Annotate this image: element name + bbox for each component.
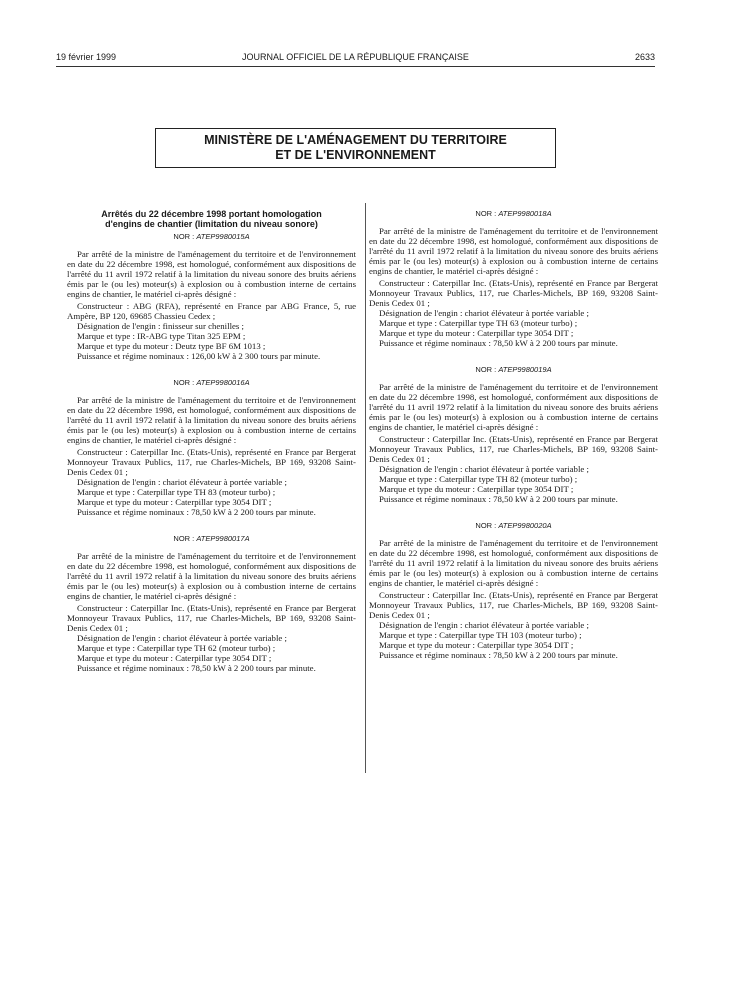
- entry-marque: Marque et type : Caterpillar type TH 83 (moteur turbo) ;: [77, 487, 276, 497]
- nor-label: NOR :: [475, 365, 497, 374]
- entry-marque: Marque et type : IR-ABG type Titan 325 EPM ;: [77, 331, 246, 341]
- nor-code: ATEP9980019A: [498, 365, 552, 374]
- decree-entry: [369, 521, 658, 660]
- entry-designation: Désignation de l'engin : chariot élévateur à portée variable ;: [379, 308, 589, 318]
- decree-entry: [67, 232, 356, 361]
- decree-title-line-1: Arrêtés du 22 décembre 1998 portant homologation: [101, 209, 322, 219]
- ministry-title-line-2: ET DE L'ENVIRONNEMENT: [275, 148, 436, 162]
- entry-constructeur: Constructeur : Caterpillar Inc. (Etats-Unis), représenté en France par Bergerat Monnoyeur Travaux Publics, 117, rue Charles-Michels, BP 169, 93208 Saint-Denis Cedex 01 ;: [369, 278, 658, 308]
- entry-moteur: Marque et type du moteur : Caterpillar type 3054 DIT ;: [379, 484, 574, 494]
- entry-designation: Désignation de l'engin : chariot élévateur à portée variable ;: [379, 464, 589, 474]
- entry-marque: Marque et type : Caterpillar type TH 62 (moteur turbo) ;: [77, 643, 276, 653]
- entry-puissance: Puissance et régime nominaux : 78,50 kW à 2 200 tours par minute.: [379, 650, 618, 660]
- ministry-title-line-1: MINISTÈRE DE L'AMÉNAGEMENT DU TERRITOIRE: [204, 133, 507, 147]
- decree-entry: [369, 365, 658, 504]
- entry-moteur: Marque et type du moteur : Deutz type BF 6M 1013 ;: [77, 341, 266, 351]
- nor-reference: [369, 365, 658, 375]
- entry-moteur: Marque et type du moteur : Caterpillar type 3054 DIT ;: [379, 640, 574, 650]
- entry-intro: Par arrêté de la ministre de l'aménagement du territoire et de l'environnement en date du 22 décembre 1998, est homologué, conformément aux dispositions de l'arrêté du 11 avril 1972 relatif à la limitation du niveau sonore des bruits aériens émis par le (ou les) moteur(s) à explosion ou à combustion interne de certains engins de chantier, le matériel ci-après désigné :: [67, 395, 356, 445]
- nor-label: NOR :: [173, 232, 195, 241]
- entry-designation: Désignation de l'engin : chariot élévateur à portée variable ;: [379, 620, 589, 630]
- nor-reference: [67, 232, 356, 242]
- entry-intro: Par arrêté de la ministre de l'aménagement du territoire et de l'environnement en date du 22 décembre 1998, est homologué, conformément aux dispositions de l'arrêté du 11 avril 1972 relatif à la limitation du niveau sonore des bruits aériens émis par le (ou les) moteur(s) à explosion ou à combustion interne de certains engins de chantier, le matériel ci-après désigné :: [369, 382, 658, 432]
- decree-title: [71, 209, 352, 229]
- ministry-title-box: [155, 128, 556, 168]
- nor-reference: [67, 534, 356, 544]
- header-date: 19 février 1999: [56, 52, 117, 62]
- nor-label: NOR :: [173, 534, 195, 543]
- entry-intro: Par arrêté de la ministre de l'aménagement du territoire et de l'environnement en date du 22 décembre 1998, est homologué, conformément aux dispositions de l'arrêté du 11 avril 1972 relatif à la limitation du niveau sonore des bruits aériens émis par le (ou les) moteur(s) à explosion ou à combustion interne de certains engins de chantier, le matériel ci-après désigné :: [67, 551, 356, 601]
- nor-label: NOR :: [475, 209, 497, 218]
- nor-code: ATEP9980017A: [196, 534, 250, 543]
- nor-reference: [369, 209, 658, 219]
- header-rule: [56, 66, 655, 67]
- nor-label: NOR :: [475, 521, 497, 530]
- entry-constructeur: Constructeur : Caterpillar Inc. (Etats-Unis), représenté en France par Bergerat Monnoyeur Travaux Publics, 117, rue Charles-Michels, BP 169, 93208 Saint-Denis Cedex 01 ;: [369, 434, 658, 464]
- nor-code: ATEP9980020A: [498, 521, 552, 530]
- entry-intro: Par arrêté de la ministre de l'aménagement du territoire et de l'environnement en date du 22 décembre 1998, est homologué, conformément aux dispositions de l'arrêté du 11 avril 1972 relatif à la limitation du niveau sonore des bruits aériens émis par le (ou les) moteur(s) à explosion ou à combustion interne de certains engins de chantier, le matériel ci-après désigné :: [369, 538, 658, 588]
- header-journal-title: JOURNAL OFFICIEL DE LA RÉPUBLIQUE FRANÇAISE: [242, 52, 469, 62]
- entry-marque: Marque et type : Caterpillar type TH 82 (moteur turbo) ;: [379, 474, 578, 484]
- column-divider: [365, 203, 366, 773]
- entry-marque: Marque et type : Caterpillar type TH 103 (moteur turbo) ;: [379, 630, 582, 640]
- nor-label: NOR :: [173, 378, 195, 387]
- entry-moteur: Marque et type du moteur : Caterpillar type 3054 DIT ;: [379, 328, 574, 338]
- entry-puissance: Puissance et régime nominaux : 78,50 kW à 2 200 tours par minute.: [379, 494, 618, 504]
- entry-puissance: Puissance et régime nominaux : 78,50 kW à 2 200 tours par minute.: [379, 338, 618, 348]
- right-column: [369, 209, 658, 677]
- entry-intro: Par arrêté de la ministre de l'aménagement du territoire et de l'environnement en date du 22 décembre 1998, est homologué, conformément aux dispositions de l'arrêté du 11 avril 1972 relatif à la limitation du niveau sonore des bruits aériens émis par le (ou les) moteur(s) à explosion ou à combustion interne de certains engins de chantier, le matériel ci-après désigné :: [369, 226, 658, 276]
- left-column: [67, 209, 356, 690]
- nor-code: ATEP9980016A: [196, 378, 250, 387]
- nor-reference: [369, 521, 658, 531]
- entry-puissance: Puissance et régime nominaux : 126,00 kW à 2 300 tours par minute.: [77, 351, 321, 361]
- entry-designation: Désignation de l'engin : chariot élévateur à portée variable ;: [77, 477, 287, 487]
- decree-entry: [67, 534, 356, 673]
- entry-puissance: Puissance et régime nominaux : 78,50 kW à 2 200 tours par minute.: [77, 507, 316, 517]
- nor-code: ATEP9980015A: [196, 232, 250, 241]
- entry-moteur: Marque et type du moteur : Caterpillar type 3054 DIT ;: [77, 497, 272, 507]
- entry-puissance: Puissance et régime nominaux : 78,50 kW à 2 200 tours par minute.: [77, 663, 316, 673]
- entry-designation: Désignation de l'engin : finisseur sur chenilles ;: [77, 321, 244, 331]
- entry-intro: Par arrêté de la ministre de l'aménagement du territoire et de l'environnement en date du 22 décembre 1998, est homologué, conformément aux dispositions de l'arrêté du 11 avril 1972 relatif à la limitation du niveau sonore des bruits aériens émis par le (ou les) moteur(s) à explosion ou à combustion interne de certains engins de chantier, le matériel ci-après désigné :: [67, 249, 356, 299]
- decree-title-line-2: d'engins de chantier (limitation du niveau sonore): [105, 219, 318, 229]
- nor-reference: [67, 378, 356, 388]
- entry-moteur: Marque et type du moteur : Caterpillar type 3054 DIT ;: [77, 653, 272, 663]
- entry-constructeur: Constructeur : ABG (RFA), représenté en France par ABG France, 5, rue Ampère, BP 120, 69685 Chassieu Cedex ;: [67, 301, 356, 321]
- entry-constructeur: Constructeur : Caterpillar Inc. (Etats-Unis), représenté en France par Bergerat Monnoyeur Travaux Publics, 117, rue Charles-Michels, BP 169, 93208 Saint-Denis Cedex 01 ;: [369, 590, 658, 620]
- header-page-number: 2633: [634, 52, 655, 62]
- entry-marque: Marque et type : Caterpillar type TH 63 (moteur turbo) ;: [379, 318, 578, 328]
- entry-constructeur: Constructeur : Caterpillar Inc. (Etats-Unis), représenté en France par Bergerat Monnoyeur Travaux Publics, 117, rue Charles-Michels, BP 169, 93208 Saint-Denis Cedex 01 ;: [67, 447, 356, 477]
- running-header: [56, 52, 655, 66]
- entry-constructeur: Constructeur : Caterpillar Inc. (Etats-Unis), représenté en France par Bergerat Monnoyeur Travaux Publics, 117, rue Charles-Michels, BP 169, 93208 Saint-Denis Cedex 01 ;: [67, 603, 356, 633]
- decree-entry: [67, 378, 356, 517]
- decree-entry: [369, 209, 658, 348]
- entry-designation: Désignation de l'engin : chariot élévateur à portée variable ;: [77, 633, 287, 643]
- nor-code: ATEP9980018A: [498, 209, 552, 218]
